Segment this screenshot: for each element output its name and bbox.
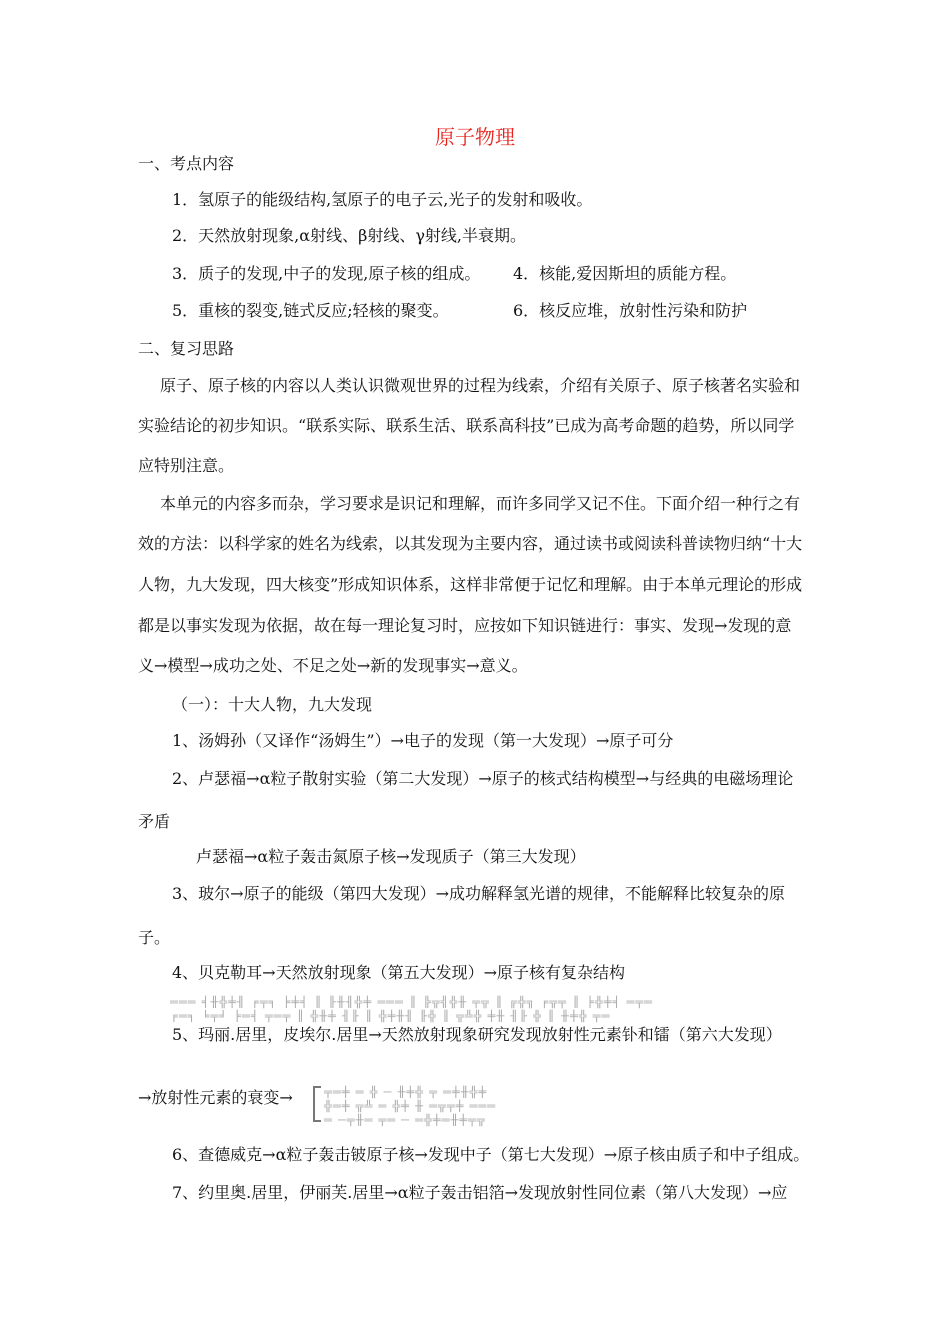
paragraph-line: 义→模型→成功之处、不足之处→新的发现事实→意义。 — [138, 656, 528, 675]
list-item: 2、卢瑟福→α粒子散射实验（第二大发现）→原子的核式结构模型→与经典的电磁场理论 — [172, 769, 794, 788]
paragraph-line: 应特别注意。 — [138, 456, 235, 475]
list-item: 1、汤姆孙（又译作“汤姆生”）→电子的发现（第一大发现）→原子可分 — [172, 731, 674, 750]
paragraph-line: 本单元的内容多而杂，学习要求是识记和理解，而许多同学又记不住。下面介绍一种行之有 — [160, 494, 801, 513]
list-item: 6、查德威克→α粒子轰击铍原子核→发现中子（第七大发现）→原子核由质子和中子组成。 — [172, 1145, 810, 1164]
garbled-overlay-image: ╤═╪ ═ ╬ ─ ╫╪╬ ╤ ═╪╫╬╪ ╬═╪ ╦╩ ═ ╬╪ ╫ ═╦╤╪ ═══ ═ ─╤╫═ ╤═ ─ ═╬╪═╫╪╤╦ — [324, 1086, 497, 1127]
list-item: 7、约里奥.居里，伊丽芙.居里→α粒子轰击铝箔→发现放射性同位素（第八大发现）→应 — [172, 1183, 788, 1202]
list-item: 3．质子的发现,中子的发现,原子核的组成。 — [172, 264, 481, 283]
list-item: 3、玻尔→原子的能级（第四大发现）→成功解释氢光谱的规律，不能解释比较复杂的原 — [172, 884, 785, 903]
bracket-decoration — [313, 1086, 321, 1122]
list-item: 矛盾 — [138, 812, 171, 831]
page-title: 原子物理 — [435, 125, 515, 149]
list-item: 5．重核的裂变,链式反应;轻核的聚变。 — [172, 301, 449, 320]
list-item: 1．氢原子的能级结构,氢原子的电子云,光子的发射和吸收。 — [172, 190, 593, 209]
section-heading: 二、复习思路 — [138, 339, 235, 358]
list-item: 5、玛丽.居里，皮埃尔.居里→天然放射现象研究发现放射性元素钋和镭（第六大发现） — [172, 1025, 782, 1044]
list-item: 子。 — [138, 928, 171, 947]
list-item: 6．核反应堆，放射性污染和防护 — [513, 301, 748, 320]
list-item: 4、贝克勒耳→天然放射现象（第五大发现）→原子核有复杂结构 — [172, 963, 625, 982]
list-item: 2．天然放射现象,α射线、β射线、γ射线,半衰期。 — [172, 226, 526, 245]
list-item: 4．核能,爱因斯坦的质能方程。 — [513, 264, 737, 283]
paragraph-line: 都是以事实发现为依据，故在每一理论复习时，应按如下知识链进行：事实、发现→发现的意 — [138, 616, 792, 635]
sub-heading: （一）：十大人物，九大发现 — [172, 695, 373, 714]
garbled-overlay-image: ═══ ╡╫╬╪╢ ╒╤╕ ╞╪╡ ║ ╟╫╢╬╪ ═══ ║ ╠╦╣╬╫ ╤╦ ║ ╔╬╗ ╒╦╤ ║ ╞╬╪╡ ═╤═ ╒═╕ ╘╤╛ ╞═╡ ╤═╤ ║ ╬╫╪ ╢╟ ║ ╬╪╫╢ ╟╬ ║ ╦╩╬ ╪╫ ╢╟ ╬ ║ ╫╪╬ ╤═ — [170, 996, 654, 1023]
paragraph-line: 实验结论的初步知识。“联系实际、联系生活、联系高科技”已成为高考命题的趋势，所以同学 — [138, 416, 795, 435]
list-item: →放射性元素的衰变→ — [138, 1088, 293, 1107]
list-item: 卢瑟福→α粒子轰击氮原子核→发现质子（第三大发现） — [196, 847, 586, 866]
section-heading: 一、考点内容 — [138, 154, 235, 173]
paragraph-line: 原子、原子核的内容以人类认识微观世界的过程为线索，介绍有关原子、原子核著名实验和 — [160, 376, 801, 395]
paragraph-line: 效的方法：以科学家的姓名为线索，以其发现为主要内容，通过读书或阅读科普读物归纳“十大 — [138, 534, 803, 553]
paragraph-line: 人物，九大发现，四大核变”形成知识体系，这样非常便于记忆和理解。由于本单元理论的形成 — [138, 575, 803, 594]
